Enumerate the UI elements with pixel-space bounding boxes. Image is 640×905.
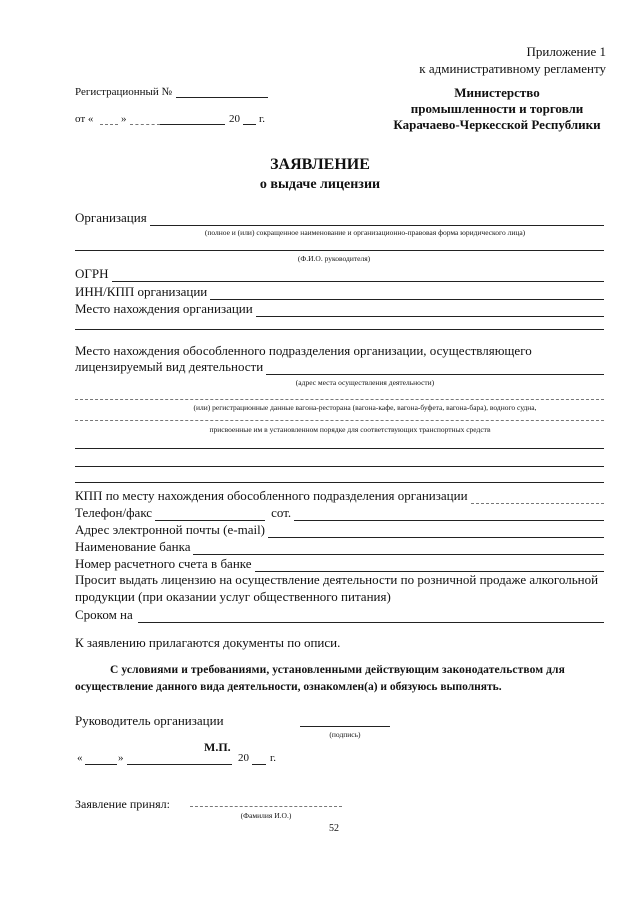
blank-line-2[interactable] [75, 466, 604, 467]
blank-line-3[interactable] [75, 482, 604, 483]
organization-label: Организация [75, 210, 147, 225]
term-input-line[interactable] [138, 610, 604, 623]
registration-month-line[interactable] [160, 124, 225, 125]
registration-year-suffix: г. [259, 113, 266, 125]
blank-line-1[interactable] [75, 448, 604, 449]
inn-kpp-label: ИНН/КПП организации [75, 284, 208, 299]
ogrn-label: ОГРН [75, 266, 109, 281]
phone-input-line[interactable] [155, 508, 265, 521]
signature-line[interactable] [300, 726, 390, 727]
registration-month-dash [130, 124, 160, 125]
bank-row [75, 539, 604, 555]
received-name-line[interactable] [190, 806, 342, 807]
received-label: Заявление принял: [75, 797, 170, 811]
branch-hint: (адрес места осуществления деятельности) [295, 378, 435, 387]
kpp-branch-label: КПП по месту нахождения обособленного подразделения организации [75, 488, 468, 503]
appendix-number: Приложение 1 [526, 44, 606, 59]
registration-date-from: от « [75, 113, 94, 125]
branch-label-line-2: лицензируемый вид деятельности [75, 359, 264, 374]
account-row [75, 556, 604, 572]
term-row [75, 607, 604, 623]
stamp-label: М.П. [204, 740, 231, 754]
wagon-line[interactable] [75, 399, 604, 400]
kpp-branch-row [75, 488, 604, 504]
email-input-line[interactable] [268, 525, 604, 538]
conditions-line-1: С условиями и требованиями, установленными действующим законодательством для [110, 664, 565, 676]
registration-day-line[interactable] [100, 124, 118, 125]
mobile-input-line[interactable] [294, 508, 604, 521]
signature-date-open: « [77, 752, 83, 764]
phone-row [75, 505, 604, 521]
signature-year-line[interactable] [252, 764, 266, 765]
organization-hint: (полное и (или) сокращенное наименование и организационно-правовая форма юридического лица) [204, 228, 526, 237]
inn-kpp-input-line[interactable] [210, 287, 604, 300]
registration-label: Регистрационный № [75, 86, 173, 98]
registration-date-close: » [121, 113, 127, 125]
email-row [75, 522, 604, 538]
signature-month-line[interactable] [127, 764, 232, 765]
location-input-line[interactable] [256, 304, 604, 317]
organization-row [75, 210, 604, 226]
received-hint: (Фамилия И.О.) [240, 811, 292, 820]
email-label: Адрес электронной почты (e-mail) [75, 522, 266, 537]
head-signature-label: Руководитель организации [75, 713, 224, 728]
request-line-2: продукции (при оказании услуг общественного питания) [75, 589, 391, 604]
transport-line[interactable] [75, 420, 604, 421]
request-line-1: Просит выдать лицензию на осуществление деятельности по розничной продаже алкогольной [75, 572, 599, 587]
term-label: Сроком на [75, 607, 133, 622]
bank-input-line[interactable] [193, 542, 604, 555]
wagon-hint: (или) регистрационные данные вагона-ресторана (вагона-кафе, вагона-буфета, вагона-бара), водного судна, [193, 403, 537, 412]
head-name-hint: (Ф.И.О. руководителя) [297, 254, 371, 263]
appendix-regulation: к административному регламенту [419, 61, 606, 76]
ministry-line-3: Карачаево-Черкесской Республики [393, 117, 601, 132]
branch-input-line[interactable] [266, 362, 604, 375]
signature-year-suffix: г. [270, 752, 277, 764]
page-number: 52 [329, 823, 339, 834]
branch-label-line-1: Место нахождения обособленного подразделения организации, осуществляющего [75, 343, 532, 358]
head-name-line[interactable] [75, 250, 604, 251]
transport-hint: присвоенные им в установленном порядке для соответствующих транспортных средств [209, 425, 491, 434]
document-title: ЗАЯВЛЕНИЕ [270, 156, 370, 173]
conditions-line-2: осуществление данного вида деятельности, ознакомлен(а) и обязуюсь выполнять. [75, 681, 502, 693]
signature-date-close: » [118, 752, 124, 764]
ogrn-row [75, 266, 604, 282]
ministry-line-2: промышленности и торговли [410, 101, 584, 116]
bank-label: Наименование банка [75, 539, 191, 554]
registration-number-line[interactable] [176, 97, 268, 98]
mobile-label: сот. [271, 505, 292, 520]
registration-year: 20 [229, 113, 240, 125]
branch-row [75, 359, 604, 375]
inn-kpp-row [75, 284, 604, 300]
location-extra-line[interactable] [75, 329, 604, 330]
organization-input-line[interactable] [150, 213, 604, 226]
location-row [75, 301, 604, 317]
account-input-line[interactable] [255, 559, 604, 572]
document-subtitle: о выдаче лицензии [259, 177, 381, 192]
registration-year-line[interactable] [243, 124, 256, 125]
signature-day-line[interactable] [85, 764, 117, 765]
attachments-note: К заявлению прилагаются документы по описи. [75, 635, 341, 650]
phone-label: Телефон/факс [75, 505, 153, 520]
location-label: Место нахождения организации [75, 301, 253, 316]
ministry-line-1: Министерство [454, 85, 540, 100]
signature-hint: (подпись) [329, 730, 361, 739]
account-label: Номер расчетного счета в банке [75, 556, 252, 571]
ogrn-input-line[interactable] [112, 269, 604, 282]
signature-year: 20 [238, 752, 249, 764]
kpp-branch-input-line[interactable] [471, 491, 604, 504]
